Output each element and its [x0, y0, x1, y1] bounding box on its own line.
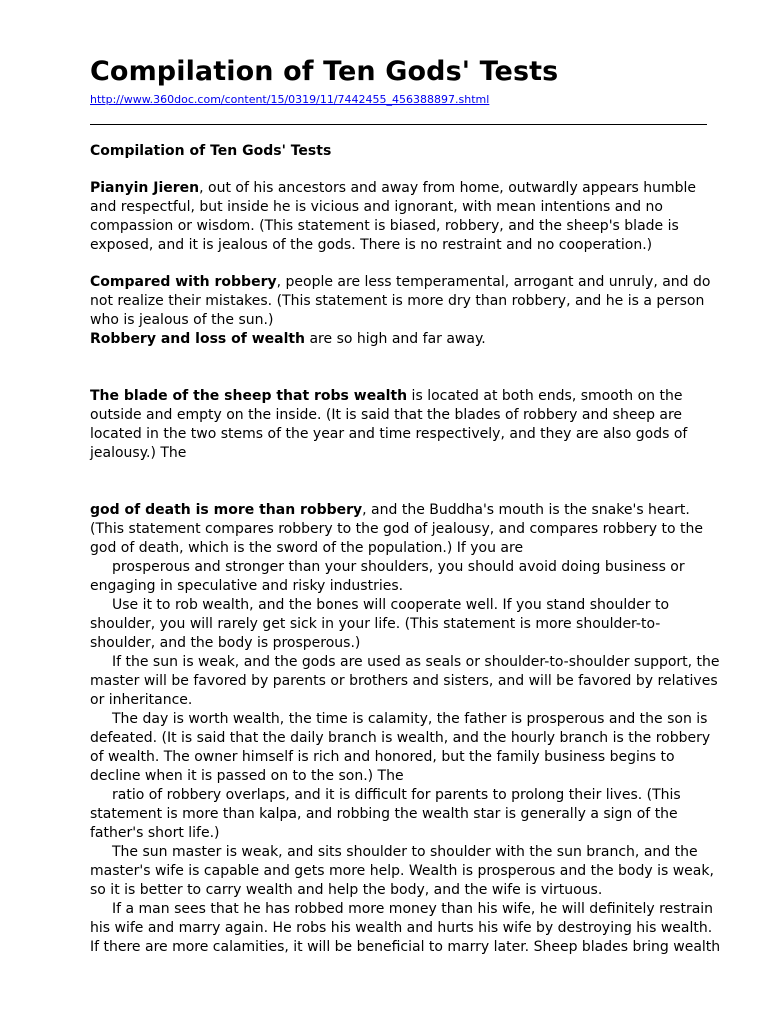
paragraph-lead: Compared with robbery	[90, 274, 277, 290]
indented-paragraph: ratio of robbery overlaps, and it is difficult for parents to prolong their lives. (This statement is more than kalpa, and robbing the wealth star is generally a sign of the father's short life.)	[90, 787, 681, 841]
paragraph-blade-of-sheep	[90, 387, 722, 463]
paragraph-text: , people are less temperamental, arrogant and unruly, and do not realize their mistakes. (This statement is more dry than robbery, and he is a person who is jealous of the sun.)	[90, 274, 711, 328]
indented-paragraph: If a man sees that he has robbed more money than his wife, he will definitely restrain his wife and marry again. He robs his wealth and hurts his wife by destroying his wealth. If there are more calamities, it will be beneficial to marry later. Sheep blades bring wealth	[90, 901, 721, 955]
document-page	[90, 52, 722, 957]
paragraph-lead: god of death is more than robbery	[90, 502, 363, 518]
indented-paragraph: The sun master is weak, and sits shoulder to shoulder with the sun branch, and the master's wife is capable and gets more help. Wealth is prosperous and the body is weak, so it is better to carry wealth and help the body, and the wife is virtuous.	[90, 844, 714, 898]
paragraph-text: , and the Buddha's mouth is the snake's heart. (This statement compares robbery to the god of jealousy, and compares robbery to the god of death, which is the sword of the population.) If you are	[90, 502, 703, 556]
section-title: Compilation of Ten Gods' Tests	[90, 143, 332, 159]
paragraph-lead: Robbery and loss of wealth	[90, 331, 306, 347]
paragraph-lead: The blade of the sheep that robs wealth	[90, 388, 408, 404]
horizontal-divider	[90, 124, 707, 125]
paragraph-pianyin-jieren	[90, 179, 722, 255]
document-title: Compilation of Ten Gods' Tests	[90, 56, 559, 87]
paragraph-text: , out of his ancestors and away from home, outwardly appears humble and respectful, but inside he is vicious and ignorant, with mean intentions and no compassion or wisdom. (This statement is biased, robbery, and the sheep's blade is exposed, and it is jealous of the gods. There is no restraint and no cooperation.)	[90, 180, 696, 253]
indented-paragraph: prosperous and stronger than your shoulders, you should avoid doing business or engaging in speculative and risky industries.	[90, 559, 685, 594]
indented-paragraph: If the sun is weak, and the gods are used as seals or shoulder-to-shoulder support, the master will be favored by parents or brothers and sisters, and will be favored by relatives or inheritance.	[90, 654, 720, 708]
paragraph-robbery-loss	[90, 330, 722, 349]
source-url-link[interactable]: http://www.360doc.com/content/15/0319/11/7442455_456388897.shtml	[90, 93, 490, 106]
paragraph-lead: Pianyin Jieren	[90, 180, 200, 196]
paragraph-god-of-death	[90, 501, 722, 558]
paragraph-text: are so high and far away.	[305, 331, 486, 347]
indented-paragraph: The day is worth wealth, the time is calamity, the father is prosperous and the son is defeated. (It is said that the daily branch is wealth, and the hourly branch is the robbery of wealth. The owner himself is rich and honored, but the family business begins to decline when it is passed on to the son.) The	[90, 711, 711, 784]
paragraph-text: is located at both ends, smooth on the outside and empty on the inside. (It is said that the blades of robbery and sheep are located in the two stems of the year and time respectively, and they are also gods of jealousy.) The	[90, 388, 688, 461]
indented-paragraph: Use it to rob wealth, and the bones will cooperate well. If you stand shoulder to shoulder, you will rarely get sick in your life. (This statement is more shoulder-to-shoulder, and the body is prosperous.)	[90, 597, 670, 651]
paragraph-compared-with-robbery	[90, 273, 722, 330]
